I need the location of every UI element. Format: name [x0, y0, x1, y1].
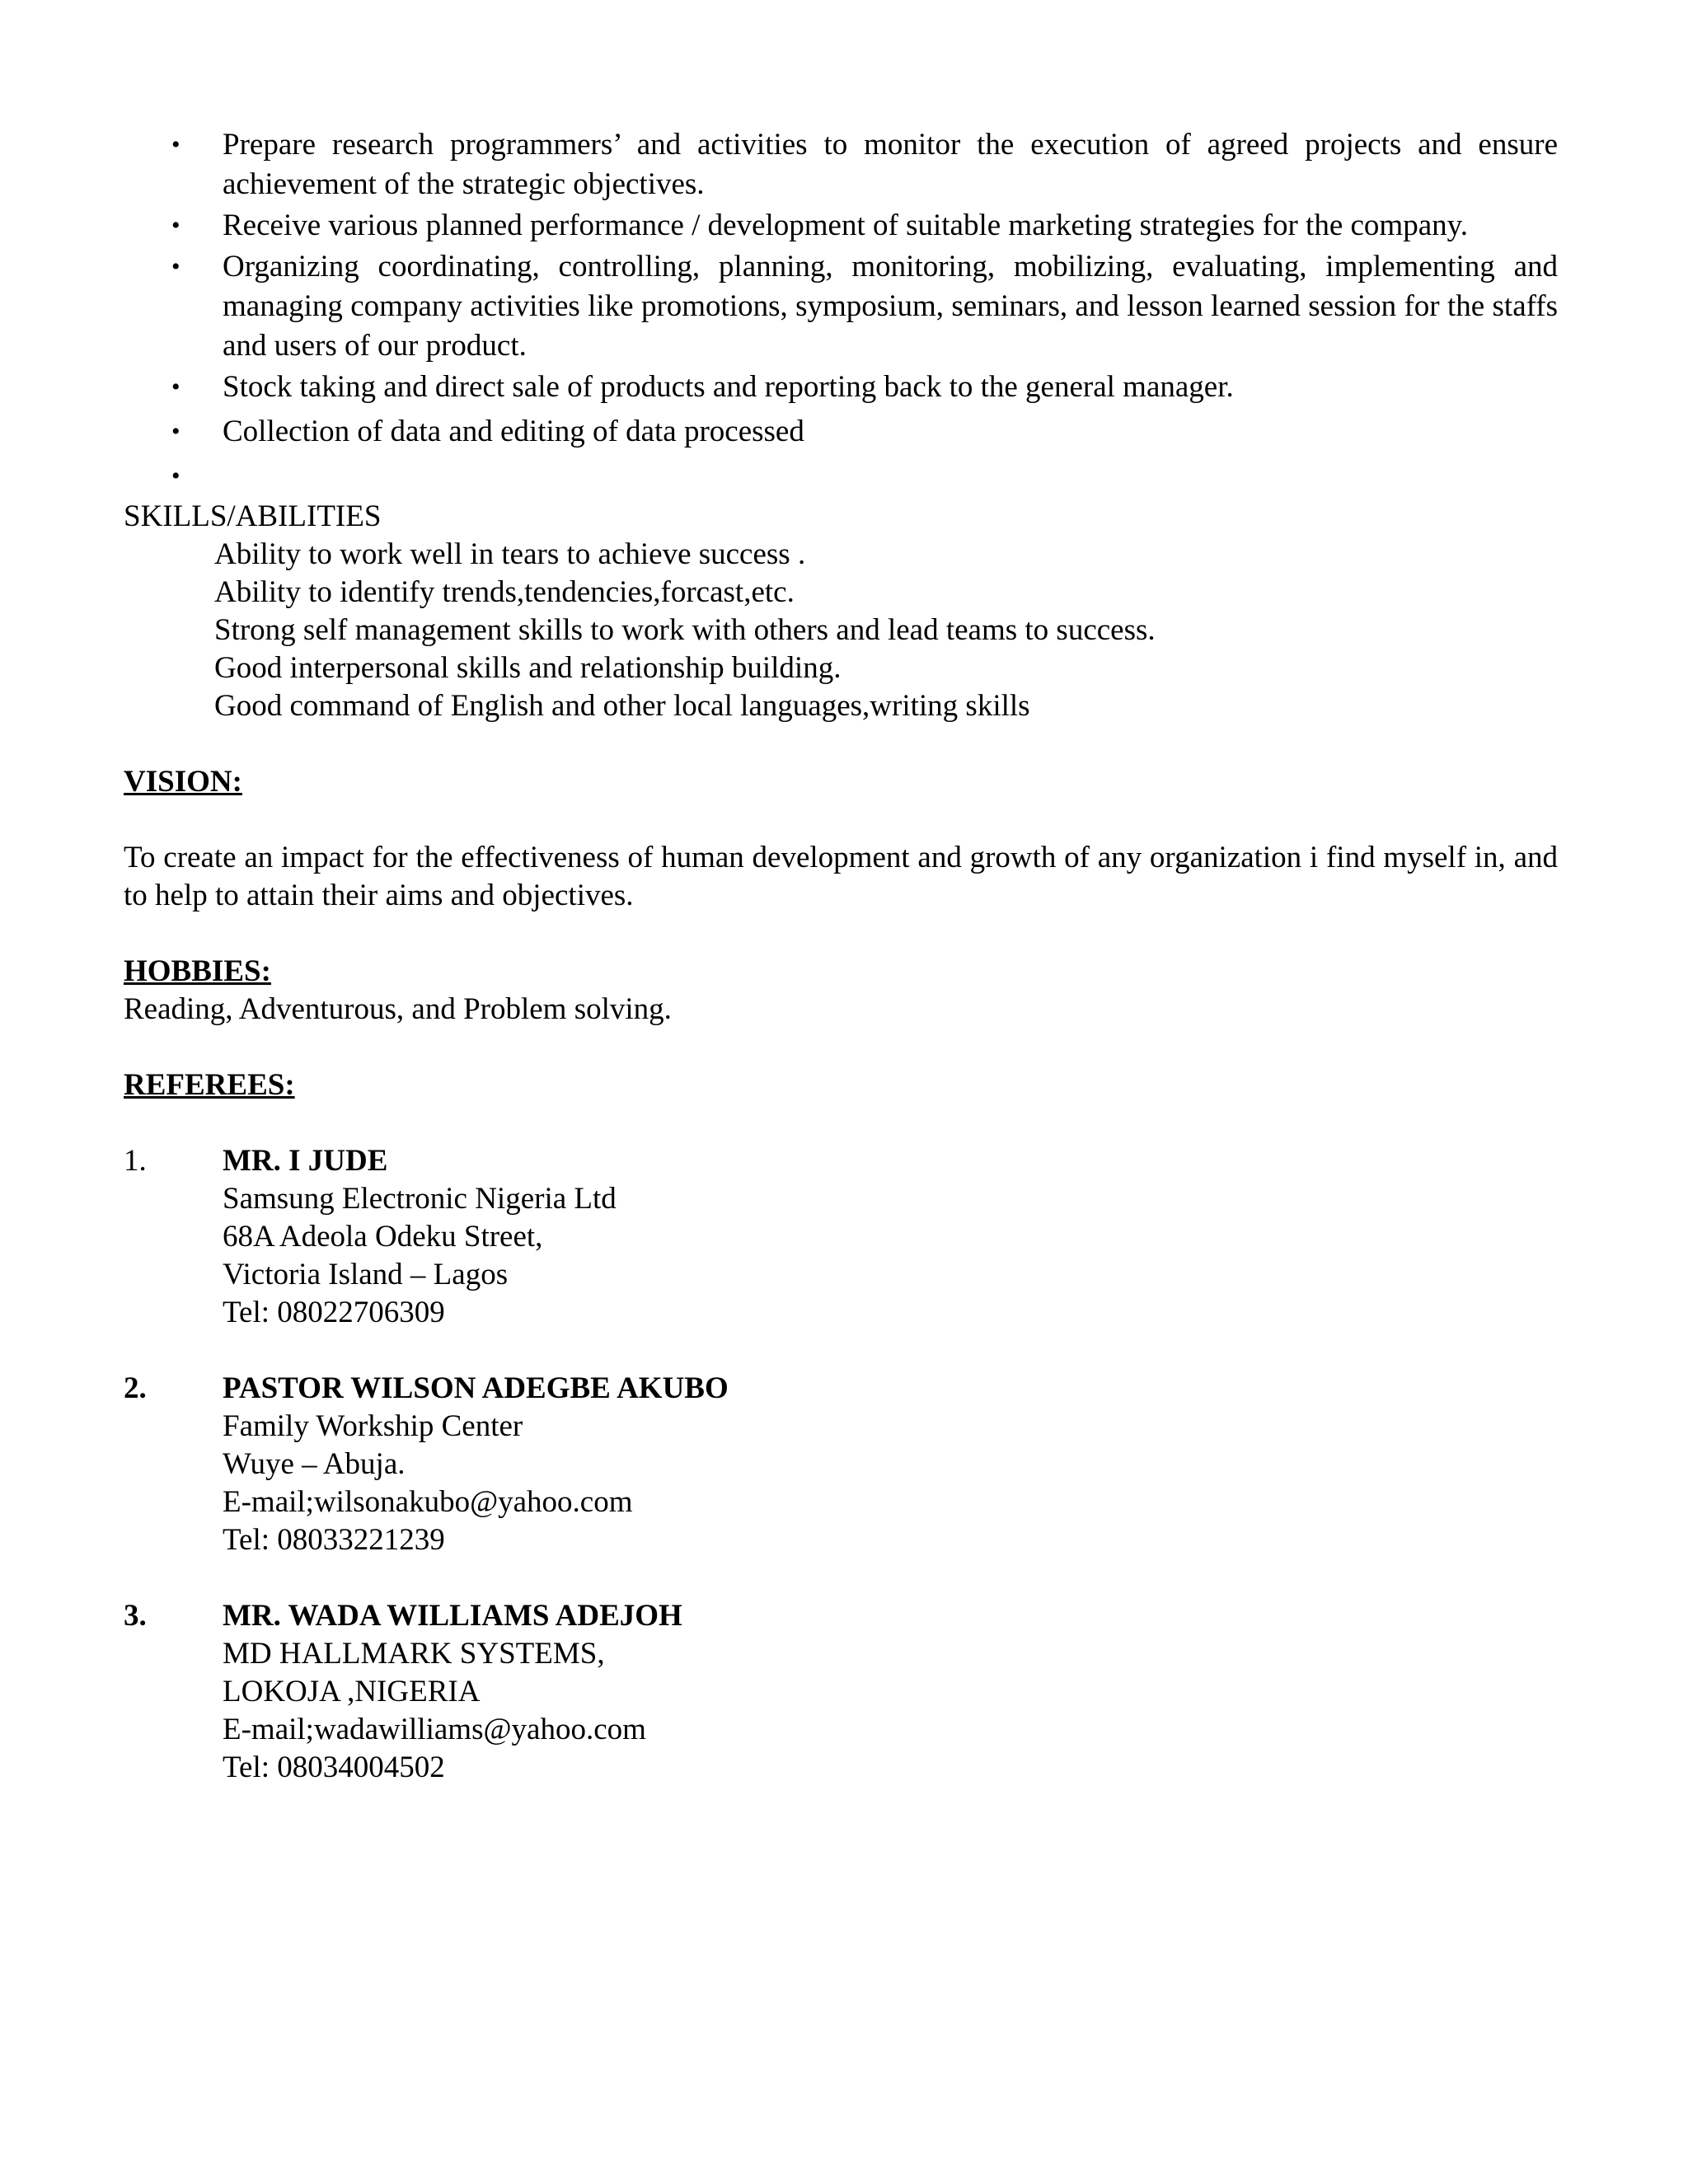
referees-heading: REFEREES:	[124, 1068, 295, 1102]
referee-line: Family Workship Center	[223, 1409, 523, 1443]
hobbies-text: Reading, Adventurous, and Problem solving.	[124, 992, 672, 1026]
referee-name: MR. WADA WILLIAMS ADEJOH	[223, 1599, 682, 1633]
referee-line: LOKOJA ,NIGERIA	[223, 1675, 481, 1708]
document-page	[124, 125, 1558, 1787]
duties-list	[124, 125, 1558, 496]
referee-line: Victoria Island – Lagos	[223, 1258, 509, 1291]
skills-heading: SKILLS/ABILITIES	[124, 499, 382, 533]
skill-item: Ability to identify trends,tendencies,forcast,etc.	[214, 575, 795, 609]
referee-line: E-mail;wadawilliams@yahoo.com	[223, 1713, 646, 1746]
referee-3	[124, 1597, 1558, 1787]
list-item: • Collection of data and editing of data processed	[124, 412, 1558, 452]
referee-line: Tel: 08022706309	[223, 1296, 445, 1329]
referee-line: 68A Adeola Odeku Street,	[223, 1220, 543, 1254]
referee-1	[124, 1142, 1558, 1332]
bullet-icon: •	[171, 462, 181, 490]
bullet-icon: •	[171, 212, 181, 239]
referee-number: 1.	[124, 1144, 147, 1178]
skill-item: Good interpersonal skills and relationship building.	[214, 651, 842, 685]
list-item: • Prepare research programmers’ and activities to monitor the execution of agreed projects and ensure achievement of the strategic objectives.	[124, 125, 1558, 204]
referee-line: MD HALLMARK SYSTEMS,	[223, 1637, 605, 1671]
referee-number: 3.	[124, 1599, 147, 1633]
skill-item: Ability to work well in tears to achieve success .	[214, 537, 806, 571]
referee-name: MR. I JUDE	[223, 1144, 388, 1178]
skills-list	[124, 536, 1558, 725]
bullet-icon: •	[171, 131, 181, 158]
vision-text: To create an impact for the effectiveness of human development and growth of any organization i find myself in, and to help to attain their aims and objectives.	[124, 841, 1558, 912]
referee-2	[124, 1370, 1558, 1559]
referee-line: Wuye – Abuja.	[223, 1447, 406, 1481]
referee-line: Tel: 08034004502	[223, 1750, 445, 1784]
referee-number: 2.	[124, 1371, 147, 1405]
skill-item: Good command of English and other local languages,writing skills	[214, 689, 1030, 723]
referee-line: Samsung Electronic Nigeria Ltd	[223, 1182, 617, 1216]
referee-line: E-mail;wilsonakubo@yahoo.com	[223, 1485, 633, 1519]
bullet-icon: •	[171, 373, 181, 401]
bullet-icon: •	[171, 418, 181, 445]
bullet-icon: •	[171, 253, 181, 280]
skill-item: Strong self management skills to work with others and lead teams to success.	[214, 613, 1156, 647]
referee-name: PASTOR WILSON ADEGBE AKUBO	[223, 1371, 729, 1405]
hobbies-heading: HOBBIES:	[124, 954, 271, 988]
list-item: • Stock taking and direct sale of products and reporting back to the general manager.	[124, 368, 1558, 407]
list-item: • Organizing coordinating, controlling, planning, monitoring, mobilizing, evaluating, implementing and managing company activities like promotions, symposium, seminars, and lesson learned session for the staffs and users of our product.	[124, 247, 1558, 366]
vision-heading: VISION:	[124, 765, 242, 799]
list-item: • Receive various planned performance / development of suitable marketing strategies for the company.	[124, 206, 1558, 246]
list-item	[124, 457, 1558, 496]
referee-line: Tel: 08033221239	[223, 1523, 445, 1557]
